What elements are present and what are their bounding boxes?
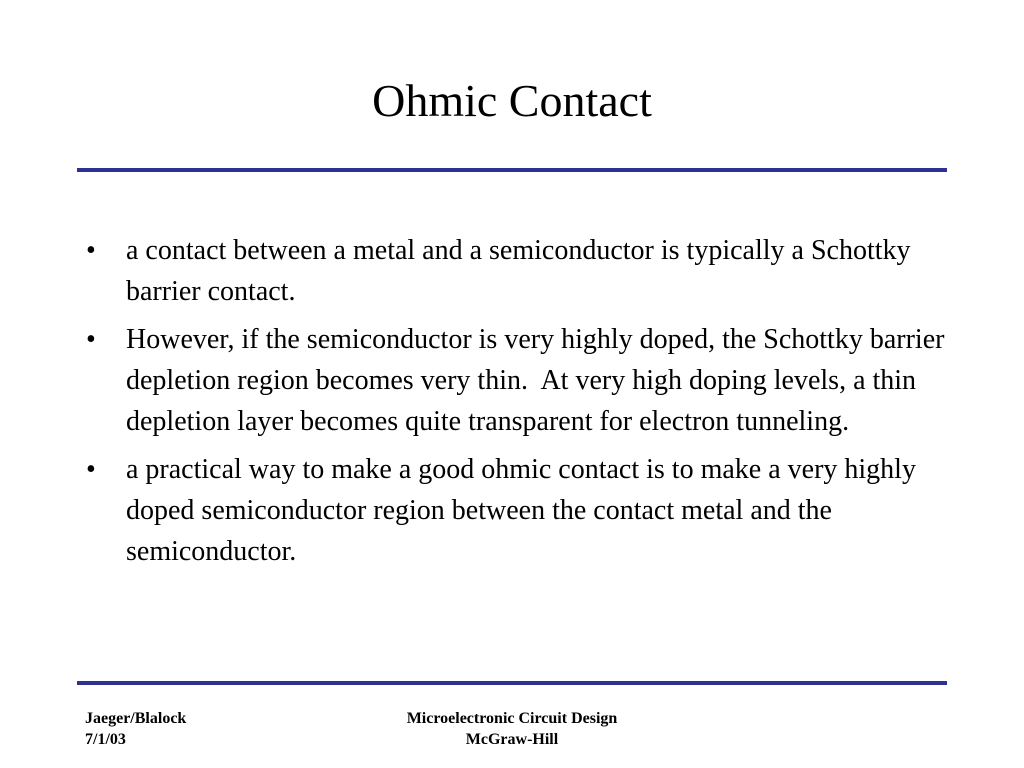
slide-title: Ohmic Contact xyxy=(372,75,652,126)
bullet-item xyxy=(86,319,952,442)
bullet-marker: • xyxy=(86,235,96,266)
footer-center xyxy=(312,708,712,750)
footer-date: 7/1/03 xyxy=(85,731,126,748)
bullet-text: a contact between a metal and a semiconductor is typically a Schottky barrier contact. xyxy=(126,235,911,307)
bullet-marker: • xyxy=(86,454,96,485)
bullet-item xyxy=(86,449,946,572)
footer-book-title: Microelectronic Circuit Design xyxy=(406,710,618,727)
footer-left xyxy=(85,708,186,750)
footer-authors: Jaeger/Blalock xyxy=(85,710,187,727)
bullet-item xyxy=(86,230,946,312)
footer-publisher: McGraw-Hill xyxy=(465,731,559,748)
title-divider xyxy=(77,168,947,172)
bullet-marker: • xyxy=(86,324,96,355)
footer-divider xyxy=(77,681,947,685)
bullet-text: However, if the semiconductor is very highly doped, the Schottky barrier depletion region becomes very thin. At very high doping levels, a thin depletion layer becomes quite transparent for electron tunneling. xyxy=(126,324,952,437)
bullet-list xyxy=(86,230,952,579)
bullet-text: a practical way to make a good ohmic contact is to make a very highly doped semiconductor region between the contact metal and the semiconductor. xyxy=(126,454,916,567)
